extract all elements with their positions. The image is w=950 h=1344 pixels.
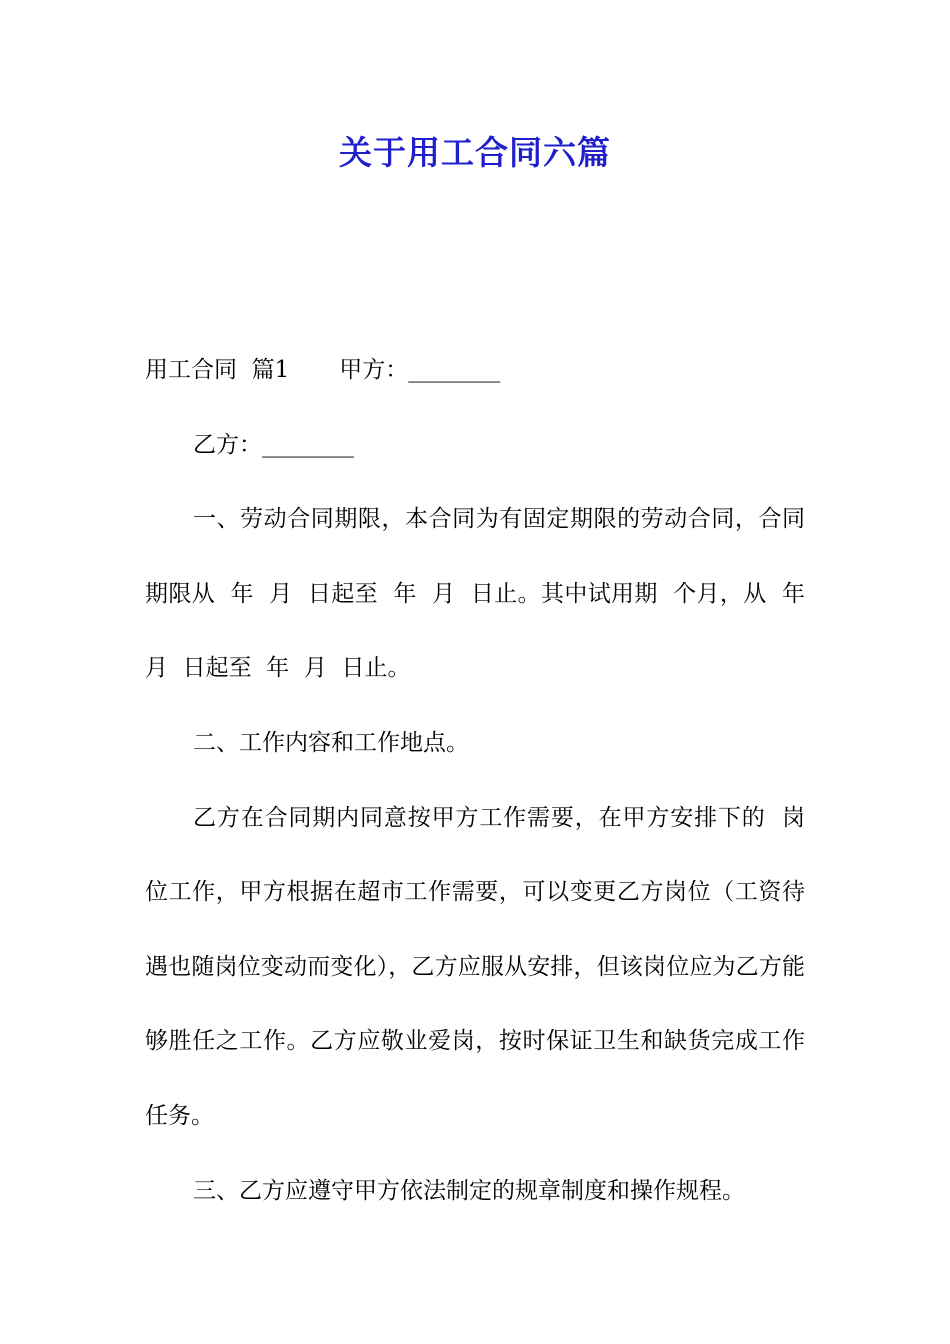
- party-b-field: 乙方：________: [193, 431, 354, 458]
- clause-1-term: 一、劳动合同期限，本合同为有固定期限的劳动合同，合同期限从 年 月 日起至 年 月 日止。其中试用期 个月，从 年 月 日起至 年 月 日止。: [145, 506, 820, 682]
- party-a-field: 甲方：________: [339, 357, 501, 383]
- clause-2-heading: 二、工作内容和工作地点。: [193, 729, 469, 756]
- clause-2-body: 乙方在合同期内同意按甲方工作需要，在甲方安排下的 岗位工作，甲方根据在超市工作需要，可以变更乙方岗位（工资待遇也随岗位变动而变化），乙方应服从安排，但该岗位应为乙方能够胜任之工作。乙方应敬业爱岗，按时保证卫生和缺货完成工作任务。: [145, 804, 805, 1129]
- contract-label: 用工合同 篇1: [145, 357, 290, 383]
- contract-header-line: [145, 333, 805, 408]
- clause-3-heading: 三、乙方应遵守甲方依法制定的规章制度和操作规程。: [193, 1177, 745, 1204]
- document-title: 关于用工合同六篇: [339, 133, 611, 172]
- document-body: [145, 333, 820, 1228]
